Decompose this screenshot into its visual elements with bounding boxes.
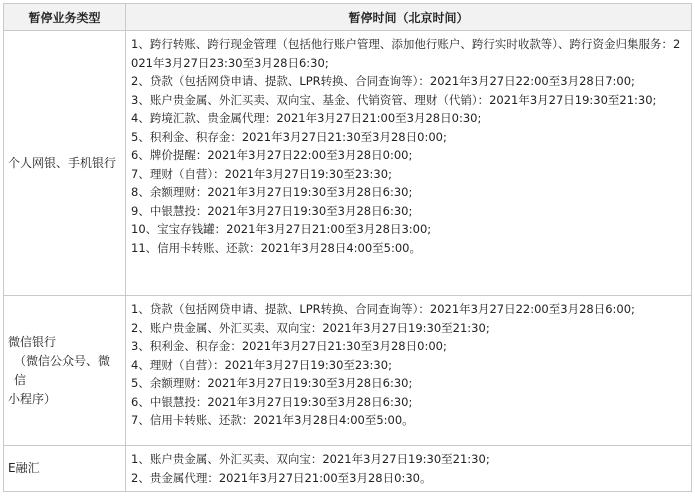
list-item: 5、余额理财：2021年3月27日19:30至3月28日6:30; — [131, 376, 413, 390]
list-item: 8、余额理财：2021年3月27日19:30至3月28日6:30; — [131, 185, 413, 199]
list-item: 1、账户贵金属、外汇买卖、双向宝：2021年3月27日19:30至21:30; — [131, 452, 490, 466]
business-type-label: 个人网银、手机银行 — [8, 155, 117, 170]
business-type-note-cont: 小程序） — [8, 391, 57, 406]
list-item: 4、跨境汇款、贵金属代理：2021年3月27日21:00至3月28日0:30; — [131, 111, 482, 125]
suspension-list — [131, 35, 687, 257]
list-item: 1、跨行转账、跨行现金管理（包括他行账户管理、添加他行账户、跨行实时收款等）、跨行资金归集服务：2021年3月27日23:30至3月28日6:30; — [131, 37, 681, 70]
table-row-e-finance — [4, 446, 692, 492]
business-type-cell — [4, 446, 126, 492]
list-item: 2、贷款（包括网贷申请、提款、LPR转换、合同查询等）：2021年3月27日22:00至3月28日7:00; — [131, 74, 635, 88]
list-item: 5、积利金、积存金：2021年3月27日21:30至3月28日0:00; — [131, 129, 447, 144]
list-item: 1、贷款（包括网贷申请、提款、LPR转换、合同查询等）：2021年3月27日22:00至3月28日6:00; — [131, 302, 635, 316]
list-item: 9、中银慧投：2021年3月27日19:30至3月28日6:30; — [131, 203, 413, 218]
header-time: 暂停时间（北京时间） — [126, 4, 692, 31]
suspension-list — [131, 450, 687, 487]
table-row-wechat-banking — [4, 296, 692, 446]
header-row — [4, 4, 692, 31]
table-row-personal-banking — [4, 31, 692, 296]
business-type-label: 微信银行 — [8, 334, 57, 349]
suspension-list — [131, 300, 687, 430]
header-type: 暂停业务类型 — [4, 4, 126, 31]
suspension-times-cell — [126, 296, 692, 446]
suspension-times-cell — [126, 446, 692, 492]
list-item: 11、信用卡转账、还款：2021年3月28日4:00至5:00。 — [131, 240, 421, 255]
list-item: 4、理财（自营）：2021年3月27日19:30至23:30; — [131, 357, 392, 372]
list-item: 10、宝宝存钱罐：2021年3月27日21:00至3月28日3:00; — [131, 222, 432, 236]
suspension-table — [3, 3, 692, 492]
list-item: 6、中银慧投：2021年3月27日19:30至3月28日6:30; — [131, 394, 413, 409]
business-type-cell — [4, 31, 126, 296]
list-item: 2、账户贵金属、外汇买卖、双向宝：2021年3月27日19:30至21:30; — [131, 320, 490, 335]
list-item: 7、信用卡转账、还款：2021年3月28日4:00至5:00。 — [131, 413, 414, 427]
suspension-times-cell — [126, 31, 692, 296]
list-item: 2、贵金属代理：2021年3月27日21:00至3月28日0:30。 — [131, 470, 432, 485]
list-item: 7、理财（自营）：2021年3月27日19:30至23:30; — [131, 166, 392, 181]
list-item: 3、积利金、积存金：2021年3月27日21:30至3月28日0:00; — [131, 339, 447, 353]
business-type-note: （微信公众号、微信 — [14, 353, 111, 387]
business-type-cell — [4, 296, 126, 446]
list-item: 3、账户贵金属、外汇买卖、双向宝、基金、代销资管、理财（代销）：2021年3月27日19:30至21:30; — [131, 92, 657, 107]
list-item: 6、牌价提醒：2021年3月27日22:00至3月28日0:00; — [131, 148, 413, 162]
business-type-label: E融汇 — [8, 461, 40, 475]
